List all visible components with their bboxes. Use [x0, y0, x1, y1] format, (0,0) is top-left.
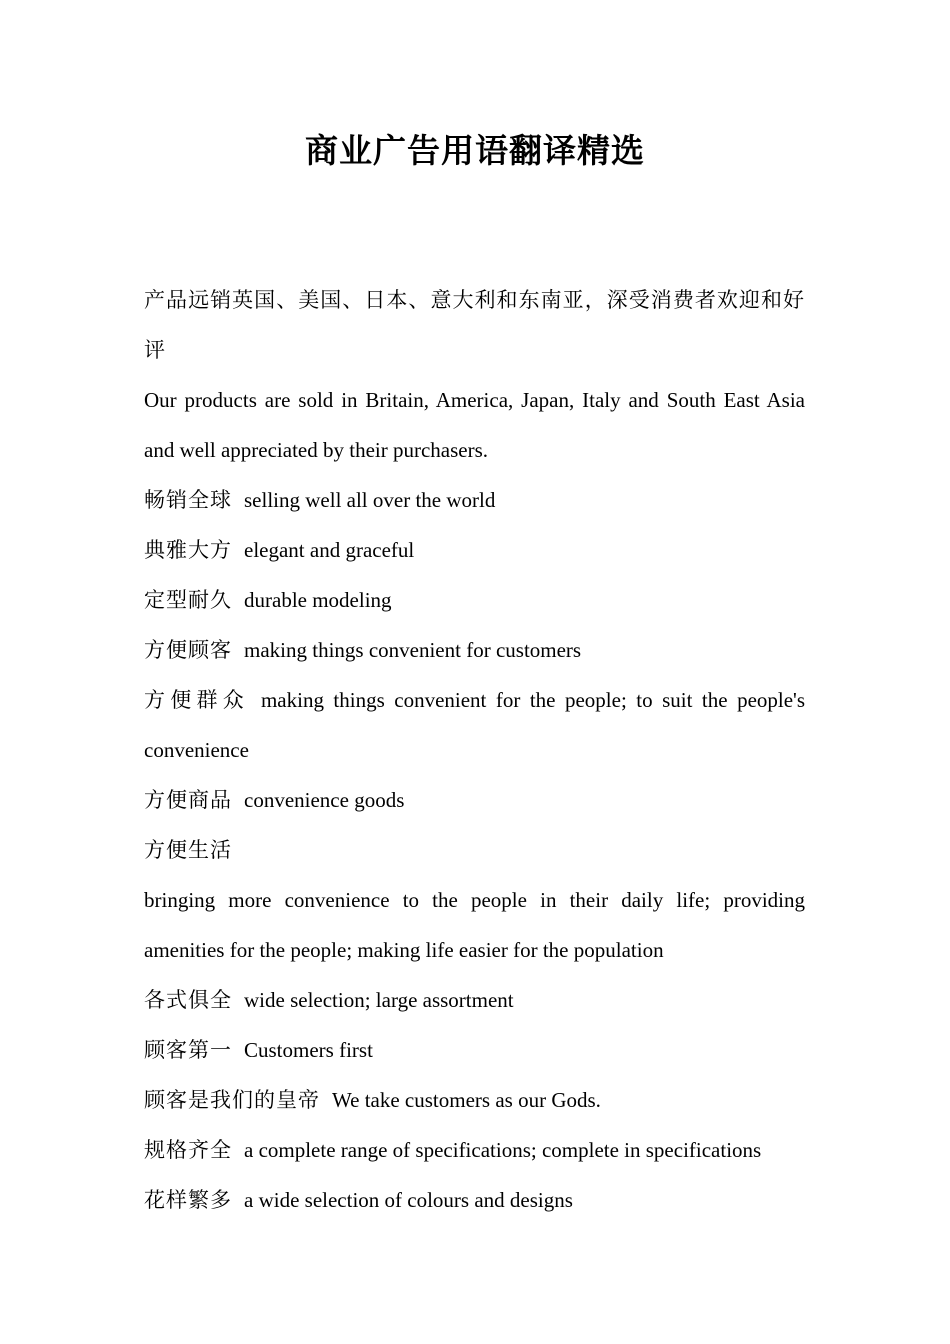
entry-item: [144, 575, 805, 625]
entry-chinese: 典雅大方: [144, 538, 232, 562]
entry-item: [144, 625, 805, 675]
entry-english: wide selection; large assortment: [244, 988, 514, 1012]
entry-chinese: 规格齐全: [144, 1138, 232, 1162]
entry-chinese: 方便商品: [144, 788, 232, 812]
entry-chinese: 畅销全球: [144, 488, 232, 512]
entry-english: selling well all over the world: [244, 488, 496, 512]
document-body: [144, 275, 805, 1225]
entry-english: Customers first: [244, 1038, 373, 1062]
entry-english: a complete range of specifications; complete in specifications: [244, 1138, 762, 1162]
entry-english: convenience goods: [244, 788, 405, 812]
entry-english: making things convenient for customers: [244, 638, 582, 662]
entry-item: [144, 675, 805, 775]
entry-chinese: 方便顾客: [144, 638, 232, 662]
entry-item: [144, 1025, 805, 1075]
entry-english: elegant and graceful: [244, 538, 415, 562]
entry-english: making things convenient for the people; to suit the people's convenience: [144, 688, 806, 762]
entry-item: [144, 975, 805, 1025]
entry-english: We take customers as our Gods.: [332, 1088, 601, 1112]
entry-english: durable modeling: [244, 588, 392, 612]
entry-item: [144, 775, 805, 825]
entry-chinese: 定型耐久: [144, 588, 232, 612]
entry-item: [144, 1075, 805, 1125]
entry-chinese: 顾客是我们的皇帝: [144, 1088, 320, 1112]
intro-english: Our products are sold in Britain, America, Japan, Italy and South East Asia and well appreciated by their purchasers.: [144, 388, 805, 462]
entry-chinese: 方便生活: [144, 838, 232, 862]
document-title: 商业广告用语翻译精选: [305, 134, 645, 170]
entry-item: [144, 525, 805, 575]
entry-chinese: 各式俱全: [144, 988, 232, 1012]
entry-chinese: 花样繁多: [144, 1188, 232, 1212]
entry-chinese: 顾客第一: [144, 1038, 232, 1062]
entry-item: [144, 475, 805, 525]
entry-chinese: 方便群众: [144, 688, 249, 712]
entry-item: [144, 1125, 805, 1175]
intro-chinese: 产品远销英国、美国、日本、意大利和东南亚，深受消费者欢迎和好评: [144, 288, 805, 362]
entry-item: [144, 1175, 805, 1225]
entry-english: a wide selection of colours and designs: [244, 1188, 573, 1212]
entry-english: bringing more convenience to the people in their daily life; providing amenities for the people; making life easier for the population: [144, 888, 805, 962]
